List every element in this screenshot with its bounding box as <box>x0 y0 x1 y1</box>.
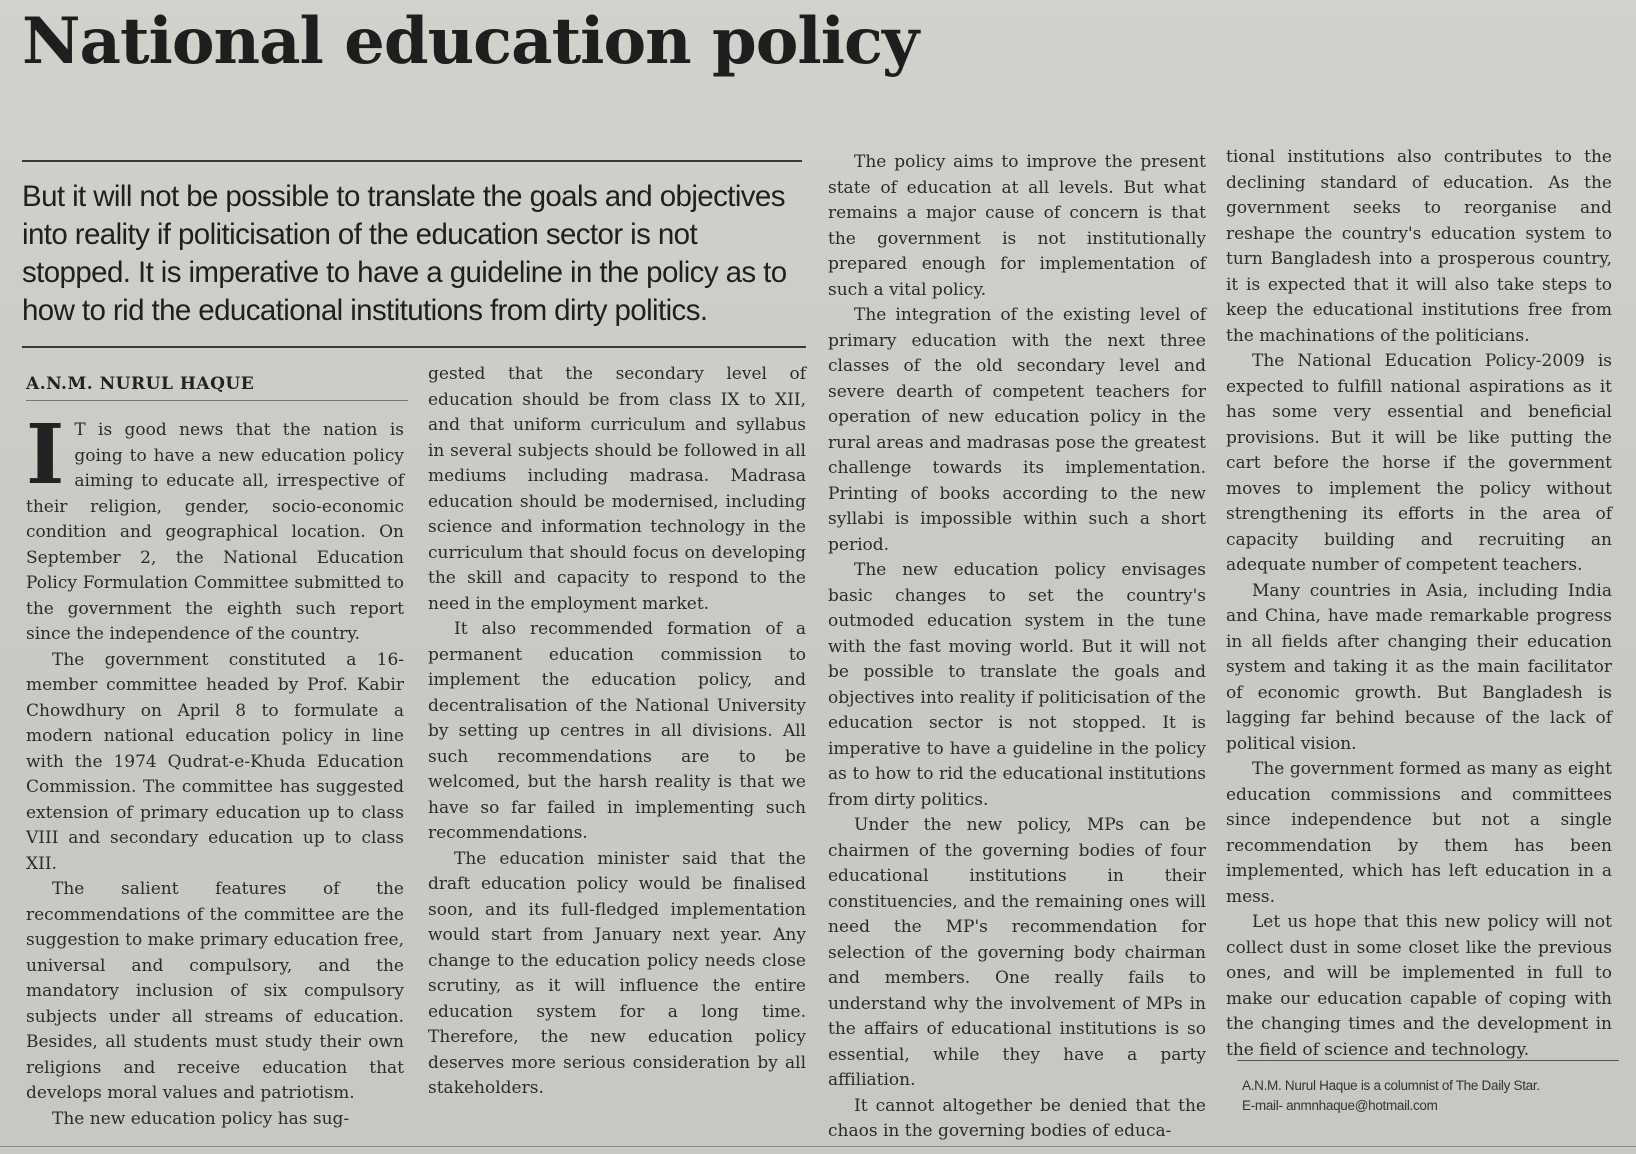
article-paragraph: The National Education Policy-2009 is expected to fulfill national aspirations as it has some very essential and beneficial provisions. But it will be like putting the cart before the horse if the government moves to implement the policy without strengthening its efforts in the area of capacity building and recruiting an adequate number of competent teachers. <box>1226 351 1612 575</box>
article-paragraph: Under the new policy, MPs can be chairmen of the governing bodies of four educational institutions in their constituencies, and the remaining ones will need the MP's recommendation for selection of the governing body chairman and members. One really fails to understand why the involvement of MPs in the affairs of educational institutions is so essential, while they have a party affiliation. <box>828 815 1206 1090</box>
article-paragraph: The new education policy has sug- <box>52 1108 350 1129</box>
article-paragraph: The salient features of the recommendations of the committee are the suggestion to make primary education free, universal and compulsory, and the mandatory inclusion of six compulsory subjects under all streams of education. Besides, all students must study their own religions and receive education that develops moral values and patriotism. <box>26 879 404 1103</box>
byline-rule <box>26 400 408 401</box>
page-bottom-rule <box>0 1146 1636 1147</box>
article-column-3 <box>828 150 1206 1143</box>
drop-cap: I <box>26 407 65 503</box>
article-paragraph: The government constituted a 16-member committee headed by Prof. Kabir Chowdhury on April 8 to formulate a modern national education policy in line with the 1974 Qudrat-e-Khuda Education Commission. The committee has suggested extension of primary education up to class VIII and secondary education up to class XII. <box>26 649 404 874</box>
article-column-2 <box>428 362 806 1143</box>
author-note-rule <box>1237 1060 1619 1061</box>
headline: National education policy <box>22 4 919 79</box>
article-paragraph: Many countries in Asia, including India and China, have made remarkable progress in all fields after changing their education system and taking it as the main facilitator of economic growth. But Bangladesh is lagging far behind because of the lack of political vision. <box>1226 580 1612 754</box>
article-column-4 <box>1226 145 1612 1060</box>
paragraph-text: T is good news that the nation is going to have a new education policy aiming to educate all, irrespective of their religion, gender, socio-economic condition and geographical location. On September 2, the National Education Policy Formulation Committee submitted to the government the eighth such report since the independence of the country. <box>26 420 404 644</box>
article-paragraph: gested that the secondary level of education should be from class IX to XII, and that uniform curriculum and syllabus in several subjects should be followed in all mediums including madrasa. Madrasa education should be modernised, including science and information technology in the curriculum that should focus on developing the skill and capacity to respond to the need in the employment market. <box>428 364 806 614</box>
article-paragraph <box>26 407 404 648</box>
article-paragraph: The education minister said that the draft education policy would be finalised soon, and its full-fledged implementation would start from January next year. Any change to the education policy needs close scrutiny, as it will influence the entire education system for a long time. Therefore, the new education policy deserves more serious consideration by all stakeholders. <box>428 848 806 1098</box>
deck-pull-quote: But it will not be possible to translate the goals and objectives into reality if politicisation of the education sector is not stopped. It is imperative to have a guideline in the policy as to how to rid the educational institutions from dirty politics. <box>22 180 787 327</box>
article-paragraph: The government formed as many as eight education commissions and committees since independence but not a single recommendation by them has been implemented, which has left education in a mess. <box>1226 759 1612 907</box>
deck-top-rule <box>22 160 802 162</box>
article-paragraph: It cannot altogether be denied that the chaos in the governing bodies of educa- <box>828 1095 1206 1141</box>
author-email: E-mail- anmnhaque@hotmail.com <box>1242 1098 1438 1113</box>
article-column-1 <box>26 407 404 1143</box>
author-note <box>1242 1076 1622 1116</box>
deck-bottom-rule <box>22 346 806 348</box>
article-paragraph: The policy aims to improve the present state of education at all levels. But what remains a major cause of concern is that the government is not institutionally prepared enough for implementation of such a vital policy. <box>828 152 1206 300</box>
author-bio: A.N.M. Nurul Haque is a columnist of The Daily Star. <box>1242 1078 1540 1093</box>
article-paragraph: tional institutions also contributes to the declining standard of education. As the government seeks to reorganise and reshape the country's education system to turn Bangladesh into a prosperous country, it is expected that it will also take steps to keep the educational institutions free from the machinations of the politicians. <box>1226 147 1612 346</box>
article-paragraph: The new education policy envisages basic changes to set the country's outmoded education system in the tune with the fast moving world. But it will not be possible to translate the goals and objectives into reality if politicisation of the education sector is not stopped. It is imperative to have a guideline in the policy as to how to rid the educational institutions from dirty politics. <box>828 560 1206 810</box>
article-paragraph: The integration of the existing level of primary education with the next three classes of the old secondary level and severe dearth of competent teachers for operation of new education policy in the rural areas and madrasas pose the greatest challenge towards its implementation. Printing of books according to the new syllabi is impossible within such a short period. <box>828 305 1206 555</box>
article-paragraph: It also recommended formation of a permanent education commission to implement the education policy, and decentralisation of the National University by setting up centres in all divisions. All such recommendations are to be welcomed, but the harsh reality is that we have so far failed in implementing such recommendations. <box>428 619 806 843</box>
byline: A.N.M. NURUL HAQUE <box>26 374 255 394</box>
article-paragraph: Let us hope that this new policy will not collect dust in some closet like the previous ones, and will be implemented in full to make our education capable of coping with the changing times and the development in the field of science and technology. <box>1226 912 1612 1060</box>
